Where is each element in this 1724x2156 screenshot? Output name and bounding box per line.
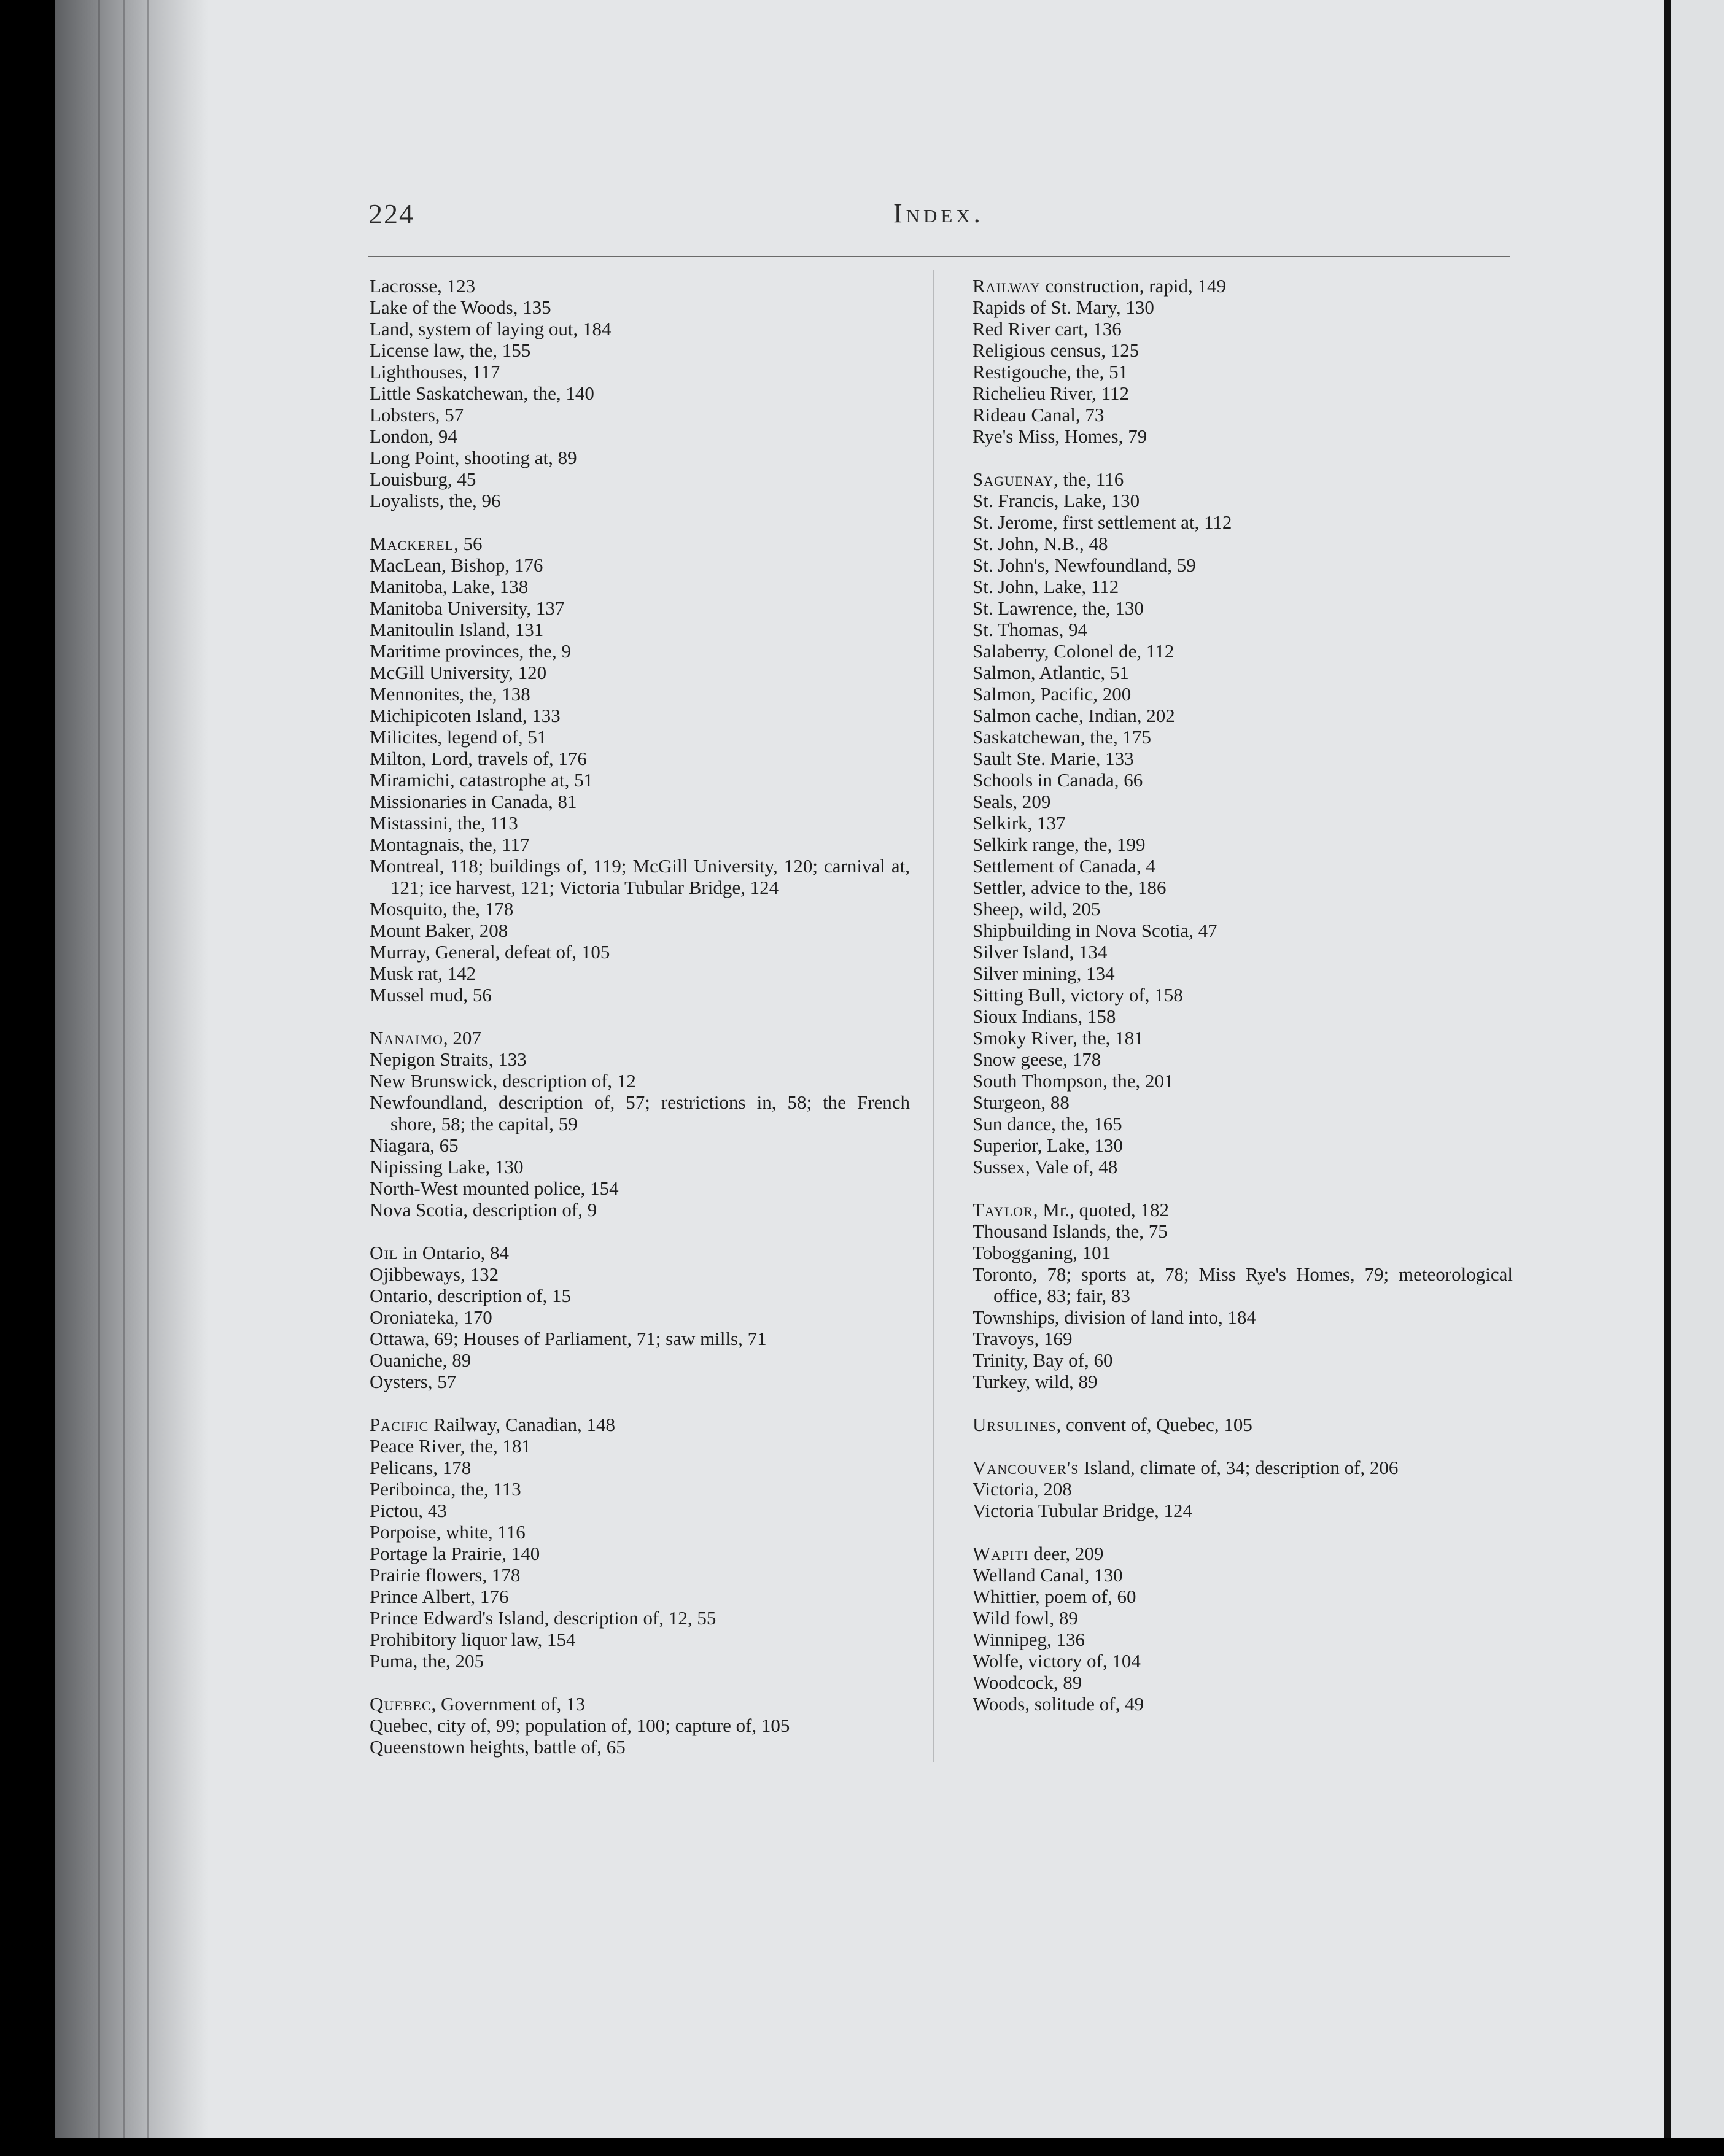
index-entry-text: Peace River, the, 181 — [370, 1435, 532, 1457]
index-entry — [973, 941, 1513, 963]
index-entry-text: Prairie flowers, 178 — [370, 1564, 521, 1586]
index-entry-text: Puma, the, 205 — [370, 1650, 484, 1672]
header-rule — [368, 256, 1510, 257]
index-entry-text: Turkey, wild, 89 — [973, 1371, 1098, 1392]
index-entry-text: Ontario, description of, 15 — [370, 1285, 572, 1306]
index-entry-text: St. Francis, Lake, 130 — [973, 490, 1140, 511]
index-entry-text: Michipicoten Island, 133 — [370, 705, 561, 726]
index-entry-text: Manitoulin Island, 131 — [370, 619, 544, 640]
index-entry-text: St. John, N.B., 48 — [973, 533, 1108, 554]
index-entry — [973, 576, 1513, 597]
index-entry-text: Oroniateka, 170 — [370, 1306, 492, 1328]
index-entry-text: Whittier, poem of, 60 — [973, 1586, 1136, 1607]
index-entry-text: Newfoundland, description of, 57; restrictions in, 58; the French shore, 58; the capital, 59 — [370, 1092, 910, 1134]
index-entry-text: in Ontario, 84 — [398, 1242, 509, 1263]
index-entry-text: Milton, Lord, travels of, 176 — [370, 748, 587, 769]
index-entry-text: Oysters, 57 — [370, 1371, 457, 1392]
index-entry-head: Ursulines — [973, 1414, 1057, 1435]
index-entry — [370, 1715, 910, 1736]
index-entry — [370, 297, 910, 318]
running-title: Index. — [893, 198, 984, 228]
index-entry-text: Musk rat, 142 — [370, 963, 476, 984]
index-entry-text: , 56 — [454, 533, 483, 554]
index-entry-text: Island, climate of, 34; description of, 206 — [1079, 1457, 1399, 1478]
index-letter-group — [973, 468, 1513, 1177]
index-entry-head: Vancouver's — [973, 1457, 1079, 1478]
index-entry — [370, 447, 910, 468]
index-entry-text: Prince Albert, 176 — [370, 1586, 509, 1607]
index-entry — [973, 791, 1513, 812]
index-letter-group — [370, 533, 910, 1006]
index-entry — [973, 597, 1513, 619]
index-entry-text: Sheep, wild, 205 — [973, 898, 1101, 920]
index-entry — [370, 1199, 910, 1220]
index-entry — [370, 812, 910, 834]
index-entry-head: Nanaimo — [370, 1027, 443, 1049]
index-entry — [370, 1156, 910, 1177]
index-entry-text: Seals, 209 — [973, 791, 1051, 812]
index-letter-group — [973, 1457, 1513, 1521]
index-entry-text: Mistassini, the, 113 — [370, 812, 518, 834]
index-entry-text: Ojibbeways, 132 — [370, 1263, 499, 1285]
index-entry — [370, 339, 910, 361]
index-entry-text: Red River cart, 136 — [973, 318, 1122, 339]
index-entry — [370, 1414, 910, 1435]
index-entry-text: Mussel mud, 56 — [370, 984, 492, 1006]
index-entry — [973, 855, 1513, 877]
index-entry-text: Religious census, 125 — [973, 339, 1140, 361]
index-entry-text: Snow geese, 178 — [973, 1049, 1101, 1070]
index-entry — [973, 1242, 1513, 1263]
index-entry — [973, 812, 1513, 834]
index-entry — [370, 597, 910, 619]
index-entry — [370, 382, 910, 404]
index-entry-text: Victoria Tubular Bridge, 124 — [973, 1500, 1193, 1521]
index-entry-text: Nova Scotia, description of, 9 — [370, 1199, 597, 1220]
index-letter-group — [973, 1543, 1513, 1715]
page-number: 224 — [368, 198, 414, 230]
index-entry-text: Periboinca, the, 113 — [370, 1478, 521, 1500]
index-entry-text: McGill University, 120 — [370, 662, 547, 683]
index-entry-text: Restigouche, the, 51 — [973, 361, 1128, 382]
index-entry-text: Sioux Indians, 158 — [973, 1006, 1116, 1027]
index-entry — [370, 576, 910, 597]
index-entry-text: Mosquito, the, 178 — [370, 898, 514, 920]
index-entry-text: Louisburg, 45 — [370, 468, 476, 490]
index-entry — [370, 1457, 910, 1478]
index-entry — [973, 1371, 1513, 1392]
index-entry-text: Ouaniche, 89 — [370, 1349, 472, 1371]
index-entry — [370, 855, 910, 898]
index-entry — [370, 425, 910, 447]
index-entry — [370, 404, 910, 425]
index-letter-group — [370, 275, 910, 511]
index-entry — [973, 1263, 1513, 1306]
index-entry — [973, 275, 1513, 297]
index-entry-text: Woodcock, 89 — [973, 1672, 1082, 1693]
index-entry — [370, 662, 910, 683]
index-entry — [370, 1263, 910, 1285]
page-edge-line — [123, 0, 125, 2138]
index-letter-group — [370, 1414, 910, 1672]
index-entry-text: Winnipeg, 136 — [973, 1629, 1085, 1650]
index-entry — [973, 705, 1513, 726]
index-entry-head: Mackerel — [370, 533, 454, 554]
index-entry — [370, 726, 910, 748]
index-entry-text: St. John, Lake, 112 — [973, 576, 1119, 597]
index-entry — [370, 318, 910, 339]
index-entry — [973, 425, 1513, 447]
index-entry-text: Sussex, Vale of, 48 — [973, 1156, 1118, 1177]
index-entry — [973, 748, 1513, 769]
index-entry — [973, 1478, 1513, 1500]
index-entry-text: St. Thomas, 94 — [973, 619, 1088, 640]
index-entry — [973, 1650, 1513, 1672]
index-entry-text: Settler, advice to the, 186 — [973, 877, 1167, 898]
index-entry — [370, 1306, 910, 1328]
index-entry-text: Nepigon Straits, 133 — [370, 1049, 527, 1070]
index-letter-group — [973, 275, 1513, 447]
index-entry-text: Trinity, Bay of, 60 — [973, 1349, 1113, 1371]
index-entry — [973, 468, 1513, 490]
index-entry — [973, 963, 1513, 984]
index-entry — [370, 1650, 910, 1672]
index-entry — [370, 1285, 910, 1306]
index-entry-text: License law, the, 155 — [370, 339, 531, 361]
index-entry-head: Pacific — [370, 1414, 429, 1435]
index-entry-text: Milicites, legend of, 51 — [370, 726, 547, 748]
index-entry — [973, 533, 1513, 554]
page-edge-line — [98, 0, 100, 2138]
index-entry — [370, 640, 910, 662]
index-entry-text: Schools in Canada, 66 — [973, 769, 1143, 791]
index-entry — [370, 984, 910, 1006]
index-entry-text: Missionaries in Canada, 81 — [370, 791, 577, 812]
index-entry — [973, 1220, 1513, 1242]
index-entry-text: Portage la Prairie, 140 — [370, 1543, 540, 1564]
index-entry — [973, 554, 1513, 576]
index-entry-head: Wapiti — [973, 1543, 1029, 1564]
index-entry-text: St. John's, Newfoundland, 59 — [973, 554, 1196, 576]
index-entry-text: Woods, solitude of, 49 — [973, 1693, 1144, 1715]
index-entry-head: Railway — [973, 275, 1041, 297]
index-entry — [973, 490, 1513, 511]
index-entry-text: Richelieu River, 112 — [973, 382, 1130, 404]
scan-border — [1664, 0, 1671, 2156]
index-entry — [973, 361, 1513, 382]
index-entry-text: Lacrosse, 123 — [370, 275, 476, 297]
index-entry — [973, 1092, 1513, 1113]
index-entry — [973, 1113, 1513, 1134]
index-entry — [973, 1672, 1513, 1693]
index-entry — [973, 1564, 1513, 1586]
index-entry — [973, 1156, 1513, 1177]
index-letter-group — [370, 1242, 910, 1392]
index-entry-head: Oil — [370, 1242, 398, 1263]
index-entry-text: Porpoise, white, 116 — [370, 1521, 526, 1543]
index-entry — [973, 1607, 1513, 1629]
index-entry-text: Tobogganing, 101 — [973, 1242, 1111, 1263]
index-entry — [973, 404, 1513, 425]
index-entry — [973, 834, 1513, 855]
index-entry — [973, 726, 1513, 748]
index-entry-text: Murray, General, defeat of, 105 — [370, 941, 610, 963]
index-column-right — [973, 275, 1513, 1736]
index-entry-text: Pelicans, 178 — [370, 1457, 472, 1478]
index-entry-text: Sitting Bull, victory of, 158 — [973, 984, 1183, 1006]
index-entry — [973, 683, 1513, 705]
index-entry-text: , 207 — [443, 1027, 481, 1049]
index-entry — [973, 1027, 1513, 1049]
scan-border-bottom — [0, 2138, 1724, 2156]
index-entry-text: Queenstown heights, battle of, 65 — [370, 1736, 626, 1758]
index-entry-text: Saskatchewan, the, 175 — [973, 726, 1151, 748]
index-entry-head: Quebec — [370, 1693, 432, 1715]
index-entry — [370, 1543, 910, 1564]
index-entry-text: Maritime provinces, the, 9 — [370, 640, 571, 662]
index-entry-text: Wolfe, victory of, 104 — [973, 1650, 1141, 1672]
index-entry-text: Travoys, 169 — [973, 1328, 1073, 1349]
index-entry-text: Sturgeon, 88 — [973, 1092, 1070, 1113]
index-entry-text: deer, 209 — [1028, 1543, 1104, 1564]
index-entry — [370, 1070, 910, 1092]
index-entry — [370, 1736, 910, 1758]
index-entry — [370, 1049, 910, 1070]
index-entry — [973, 511, 1513, 533]
index-entry — [370, 683, 910, 705]
index-entry-text: St. Lawrence, the, 130 — [973, 597, 1144, 619]
index-entry-text: Sault Ste. Marie, 133 — [973, 748, 1134, 769]
index-entry — [973, 1586, 1513, 1607]
index-entry — [973, 898, 1513, 920]
index-entry-text: , convent of, Quebec, 105 — [1056, 1414, 1252, 1435]
index-entry — [370, 554, 910, 576]
index-entry — [973, 1070, 1513, 1092]
index-letter-group — [370, 1693, 910, 1758]
index-entry — [973, 318, 1513, 339]
index-entry — [973, 382, 1513, 404]
index-entry — [370, 468, 910, 490]
index-entry — [370, 1564, 910, 1586]
index-entry — [973, 1693, 1513, 1715]
index-entry — [973, 1328, 1513, 1349]
index-entry — [370, 1521, 910, 1543]
index-entry-text: Smoky River, the, 181 — [973, 1027, 1144, 1049]
index-entry-text: Selkirk range, the, 199 — [973, 834, 1146, 855]
index-entry-text: Lobsters, 57 — [370, 404, 464, 425]
index-entry-text: North-West mounted police, 154 — [370, 1177, 619, 1199]
index-entry-text: construction, rapid, 149 — [1040, 275, 1226, 297]
index-entry — [973, 1049, 1513, 1070]
index-entry-text: Victoria, 208 — [973, 1478, 1072, 1500]
index-entry-text: Sun dance, the, 165 — [973, 1113, 1122, 1134]
index-entry-text: Townships, division of land into, 184 — [973, 1306, 1256, 1328]
index-entry-text: Railway, Canadian, 148 — [429, 1414, 615, 1435]
index-entry-text: Manitoba University, 137 — [370, 597, 565, 619]
index-entry-text: Selkirk, 137 — [973, 812, 1066, 834]
index-letter-group — [973, 1199, 1513, 1392]
index-letter-group — [370, 1027, 910, 1220]
index-entry — [973, 1629, 1513, 1650]
index-entry — [370, 1693, 910, 1715]
index-entry-text: Shipbuilding in Nova Scotia, 47 — [973, 920, 1217, 941]
index-entry — [973, 1500, 1513, 1521]
index-entry — [973, 769, 1513, 791]
index-entry — [370, 1629, 910, 1650]
index-entry-text: Montagnais, the, 117 — [370, 834, 530, 855]
index-entry-text: Ottawa, 69; Houses of Parliament, 71; saw mills, 71 — [370, 1328, 767, 1349]
index-entry — [370, 361, 910, 382]
index-entry — [973, 920, 1513, 941]
index-entry-text: Long Point, shooting at, 89 — [370, 447, 577, 468]
index-entry-text: Silver mining, 134 — [973, 963, 1115, 984]
index-entry-text: Welland Canal, 130 — [973, 1564, 1123, 1586]
index-entry — [370, 705, 910, 726]
index-entry-text: Little Saskatchewan, the, 140 — [370, 382, 594, 404]
index-entry-text: Lake of the Woods, 135 — [370, 297, 551, 318]
index-entry-text: Land, system of laying out, 184 — [370, 318, 612, 339]
index-entry-text: Miramichi, catastrophe at, 51 — [370, 769, 594, 791]
index-entry-text: London, 94 — [370, 425, 457, 447]
index-entry-text: Prince Edward's Island, description of, 12, 55 — [370, 1607, 716, 1629]
index-entry-text: Mennonites, the, 138 — [370, 683, 530, 705]
index-entry — [370, 1435, 910, 1457]
index-entry-text: Rideau Canal, 73 — [973, 404, 1105, 425]
index-entry — [370, 1478, 910, 1500]
index-entry-text: Superior, Lake, 130 — [973, 1134, 1123, 1156]
page-gutter-shadow — [55, 0, 209, 2138]
facing-page-edge — [1671, 0, 1724, 2156]
index-entry — [370, 490, 910, 511]
index-entry — [973, 640, 1513, 662]
index-entry — [973, 1349, 1513, 1371]
index-entry-text: , the, 116 — [1054, 468, 1124, 490]
index-entry — [370, 1027, 910, 1049]
index-entry-text: Salmon, Atlantic, 51 — [973, 662, 1129, 683]
index-entry — [370, 1242, 910, 1263]
index-entry — [370, 1177, 910, 1199]
index-entry-text: Wild fowl, 89 — [973, 1607, 1078, 1629]
index-entry-head: Taylor — [973, 1199, 1033, 1220]
index-entry-text: Nipissing Lake, 130 — [370, 1156, 524, 1177]
index-entry-text: Pictou, 43 — [370, 1500, 447, 1521]
index-entry — [973, 1134, 1513, 1156]
index-entry — [973, 877, 1513, 898]
index-entry-head: Saguenay — [973, 468, 1054, 490]
index-entry-text: St. Jerome, first settlement at, 112 — [973, 511, 1232, 533]
index-entry-text: Loyalists, the, 96 — [370, 490, 501, 511]
index-entry-text: New Brunswick, description of, 12 — [370, 1070, 636, 1092]
index-entry — [370, 920, 910, 941]
index-entry-text: Niagara, 65 — [370, 1134, 459, 1156]
index-entry-text: Prohibitory liquor law, 154 — [370, 1629, 576, 1650]
index-entry — [370, 748, 910, 769]
index-entry-text: Salmon, Pacific, 200 — [973, 683, 1132, 705]
index-entry — [973, 1306, 1513, 1328]
index-entry-text: Settlement of Canada, 4 — [973, 855, 1155, 877]
index-entry — [370, 1586, 910, 1607]
index-entry-text: Rapids of St. Mary, 130 — [973, 297, 1154, 318]
index-entry — [370, 834, 910, 855]
index-entry-text: Salaberry, Colonel de, 112 — [973, 640, 1175, 662]
index-entry-text: MacLean, Bishop, 176 — [370, 554, 543, 576]
index-entry — [370, 1328, 910, 1349]
index-entry-text: Lighthouses, 117 — [370, 361, 500, 382]
index-entry — [370, 898, 910, 920]
index-entry — [370, 769, 910, 791]
index-column-left — [370, 275, 910, 1779]
index-entry — [973, 1006, 1513, 1027]
index-entry — [973, 1199, 1513, 1220]
index-entry — [370, 791, 910, 812]
index-entry-text: Toronto, 78; sports at, 78; Miss Rye's Homes, 79; meteorological office, 83; fair, 83 — [973, 1263, 1513, 1306]
index-entry — [973, 339, 1513, 361]
page-edge-line — [147, 0, 149, 2138]
column-divider — [933, 270, 934, 1762]
index-entry-text: Montreal, 118; buildings of, 119; McGill University, 120; carnival at, 121; ice harvest, 121; Victoria Tubular Bridge, 124 — [370, 855, 910, 898]
index-entry — [370, 533, 910, 554]
index-entry-text: Quebec, city of, 99; population of, 100; capture of, 105 — [370, 1715, 790, 1736]
index-entry — [370, 275, 910, 297]
index-entry — [973, 984, 1513, 1006]
index-entry-text: , Mr., quoted, 182 — [1033, 1199, 1170, 1220]
index-entry-text: Manitoba, Lake, 138 — [370, 576, 529, 597]
index-entry — [370, 1349, 910, 1371]
index-entry — [370, 1500, 910, 1521]
index-entry — [370, 941, 910, 963]
index-entry — [973, 619, 1513, 640]
index-letter-group — [973, 1414, 1513, 1435]
index-entry-text: , Government of, 13 — [431, 1693, 586, 1715]
index-entry — [370, 1371, 910, 1392]
index-entry — [370, 1092, 910, 1134]
index-entry-text: Rye's Miss, Homes, 79 — [973, 425, 1147, 447]
index-entry — [370, 1134, 910, 1156]
index-entry-text: Salmon cache, Indian, 202 — [973, 705, 1175, 726]
index-entry-text: Silver Island, 134 — [973, 941, 1108, 963]
index-entry — [370, 619, 910, 640]
index-entry-text: Mount Baker, 208 — [370, 920, 508, 941]
index-entry-text: South Thompson, the, 201 — [973, 1070, 1174, 1092]
index-entry — [973, 1457, 1513, 1478]
index-entry-text: Thousand Islands, the, 75 — [973, 1220, 1168, 1242]
index-entry — [370, 1607, 910, 1629]
index-entry — [973, 1543, 1513, 1564]
index-entry — [370, 963, 910, 984]
index-entry — [973, 662, 1513, 683]
index-entry — [973, 297, 1513, 318]
index-entry — [973, 1414, 1513, 1435]
